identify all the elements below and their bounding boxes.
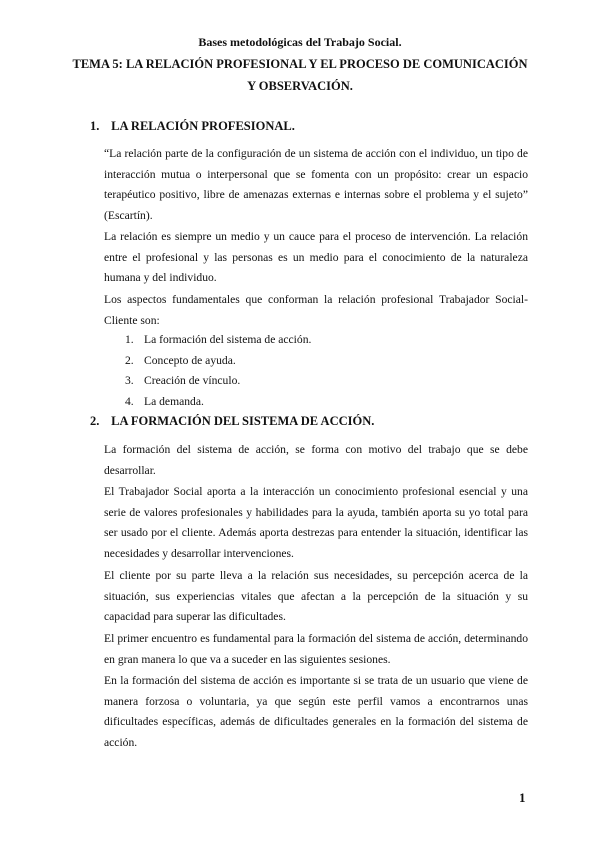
section-2-heading (90, 414, 374, 429)
paragraph: Los aspectos fundamentales que conforman la relación profesional Trabajador Social-Cliente son: (104, 293, 528, 327)
list-item: 3. Creación de vínculo. (125, 374, 241, 388)
document-title: TEMA 5: LA RELACIÓN PROFESIONAL Y EL PROCESO DE COMUNICACIÓN Y OBSERVACIÓN. (72, 57, 528, 93)
paragraph: En la formación del sistema de acción es importante si se trata de un usuario que viene de manera forzosa o voluntaria, ya que según este perfil vamos a encontrarnos unas dificultades específicas, además de dificultades generales en la formación del sistema de acción. (104, 674, 528, 749)
page-number: 1 (519, 790, 526, 805)
paragraph: La relación es siempre un medio y un cauce para el proceso de intervención. La relación entre el profesional y las personas es un medio para el conocimiento de la naturaleza humana y del individuo. (104, 230, 528, 285)
section-1-title: LA RELACIÓN PROFESIONAL. (111, 119, 295, 133)
running-header: Bases metodológicas del Trabajo Social. (198, 35, 402, 49)
paragraph: El Trabajador Social aporta a la interacción un conocimiento profesional esencial y una serie de valores profesionales y habilidades para la ayuda, también aporta su yo total para ser usado por el cliente. Además aporta destrezas para entender la situación, identificar las necesidades y desarrollar intervenciones. (104, 485, 528, 560)
aspects-list (125, 330, 311, 412)
paragraph: La formación del sistema de acción, se forma con motivo del trabajo que se debe desarrollar. (104, 443, 528, 477)
section-1-number: 1. (90, 119, 100, 133)
paragraph: El cliente por su parte lleva a la relación sus necesidades, su percepción acerca de la situación, sus experiencias vitales que afectan a la percepción de la situación y su capacidad para superar las dificultades. (104, 569, 528, 624)
section-1-heading (90, 119, 295, 134)
list-item: 4. La demanda. (125, 394, 204, 408)
paragraph: El primer encuentro es fundamental para la formación del sistema de acción, determinando en gran manera lo que va a suceder en las siguientes sesiones. (104, 632, 528, 666)
list-item: 1. La formación del sistema de acción. (125, 333, 312, 346)
section-2-title: LA FORMACIÓN DEL SISTEMA DE ACCIÓN. (111, 414, 375, 428)
paragraph: “La relación parte de la configuración de un sistema de acción con el individuo, un tipo de interacción mutua o interpersonal que se fomenta con un propósito: crear un espacio terapéutico positivo, libre de amenazas externas e internas sobre el problema y el sujeto” (Escartín). (104, 147, 528, 222)
section-2-number: 2. (90, 414, 100, 428)
list-item: 2. Concepto de ayuda. (125, 353, 236, 367)
